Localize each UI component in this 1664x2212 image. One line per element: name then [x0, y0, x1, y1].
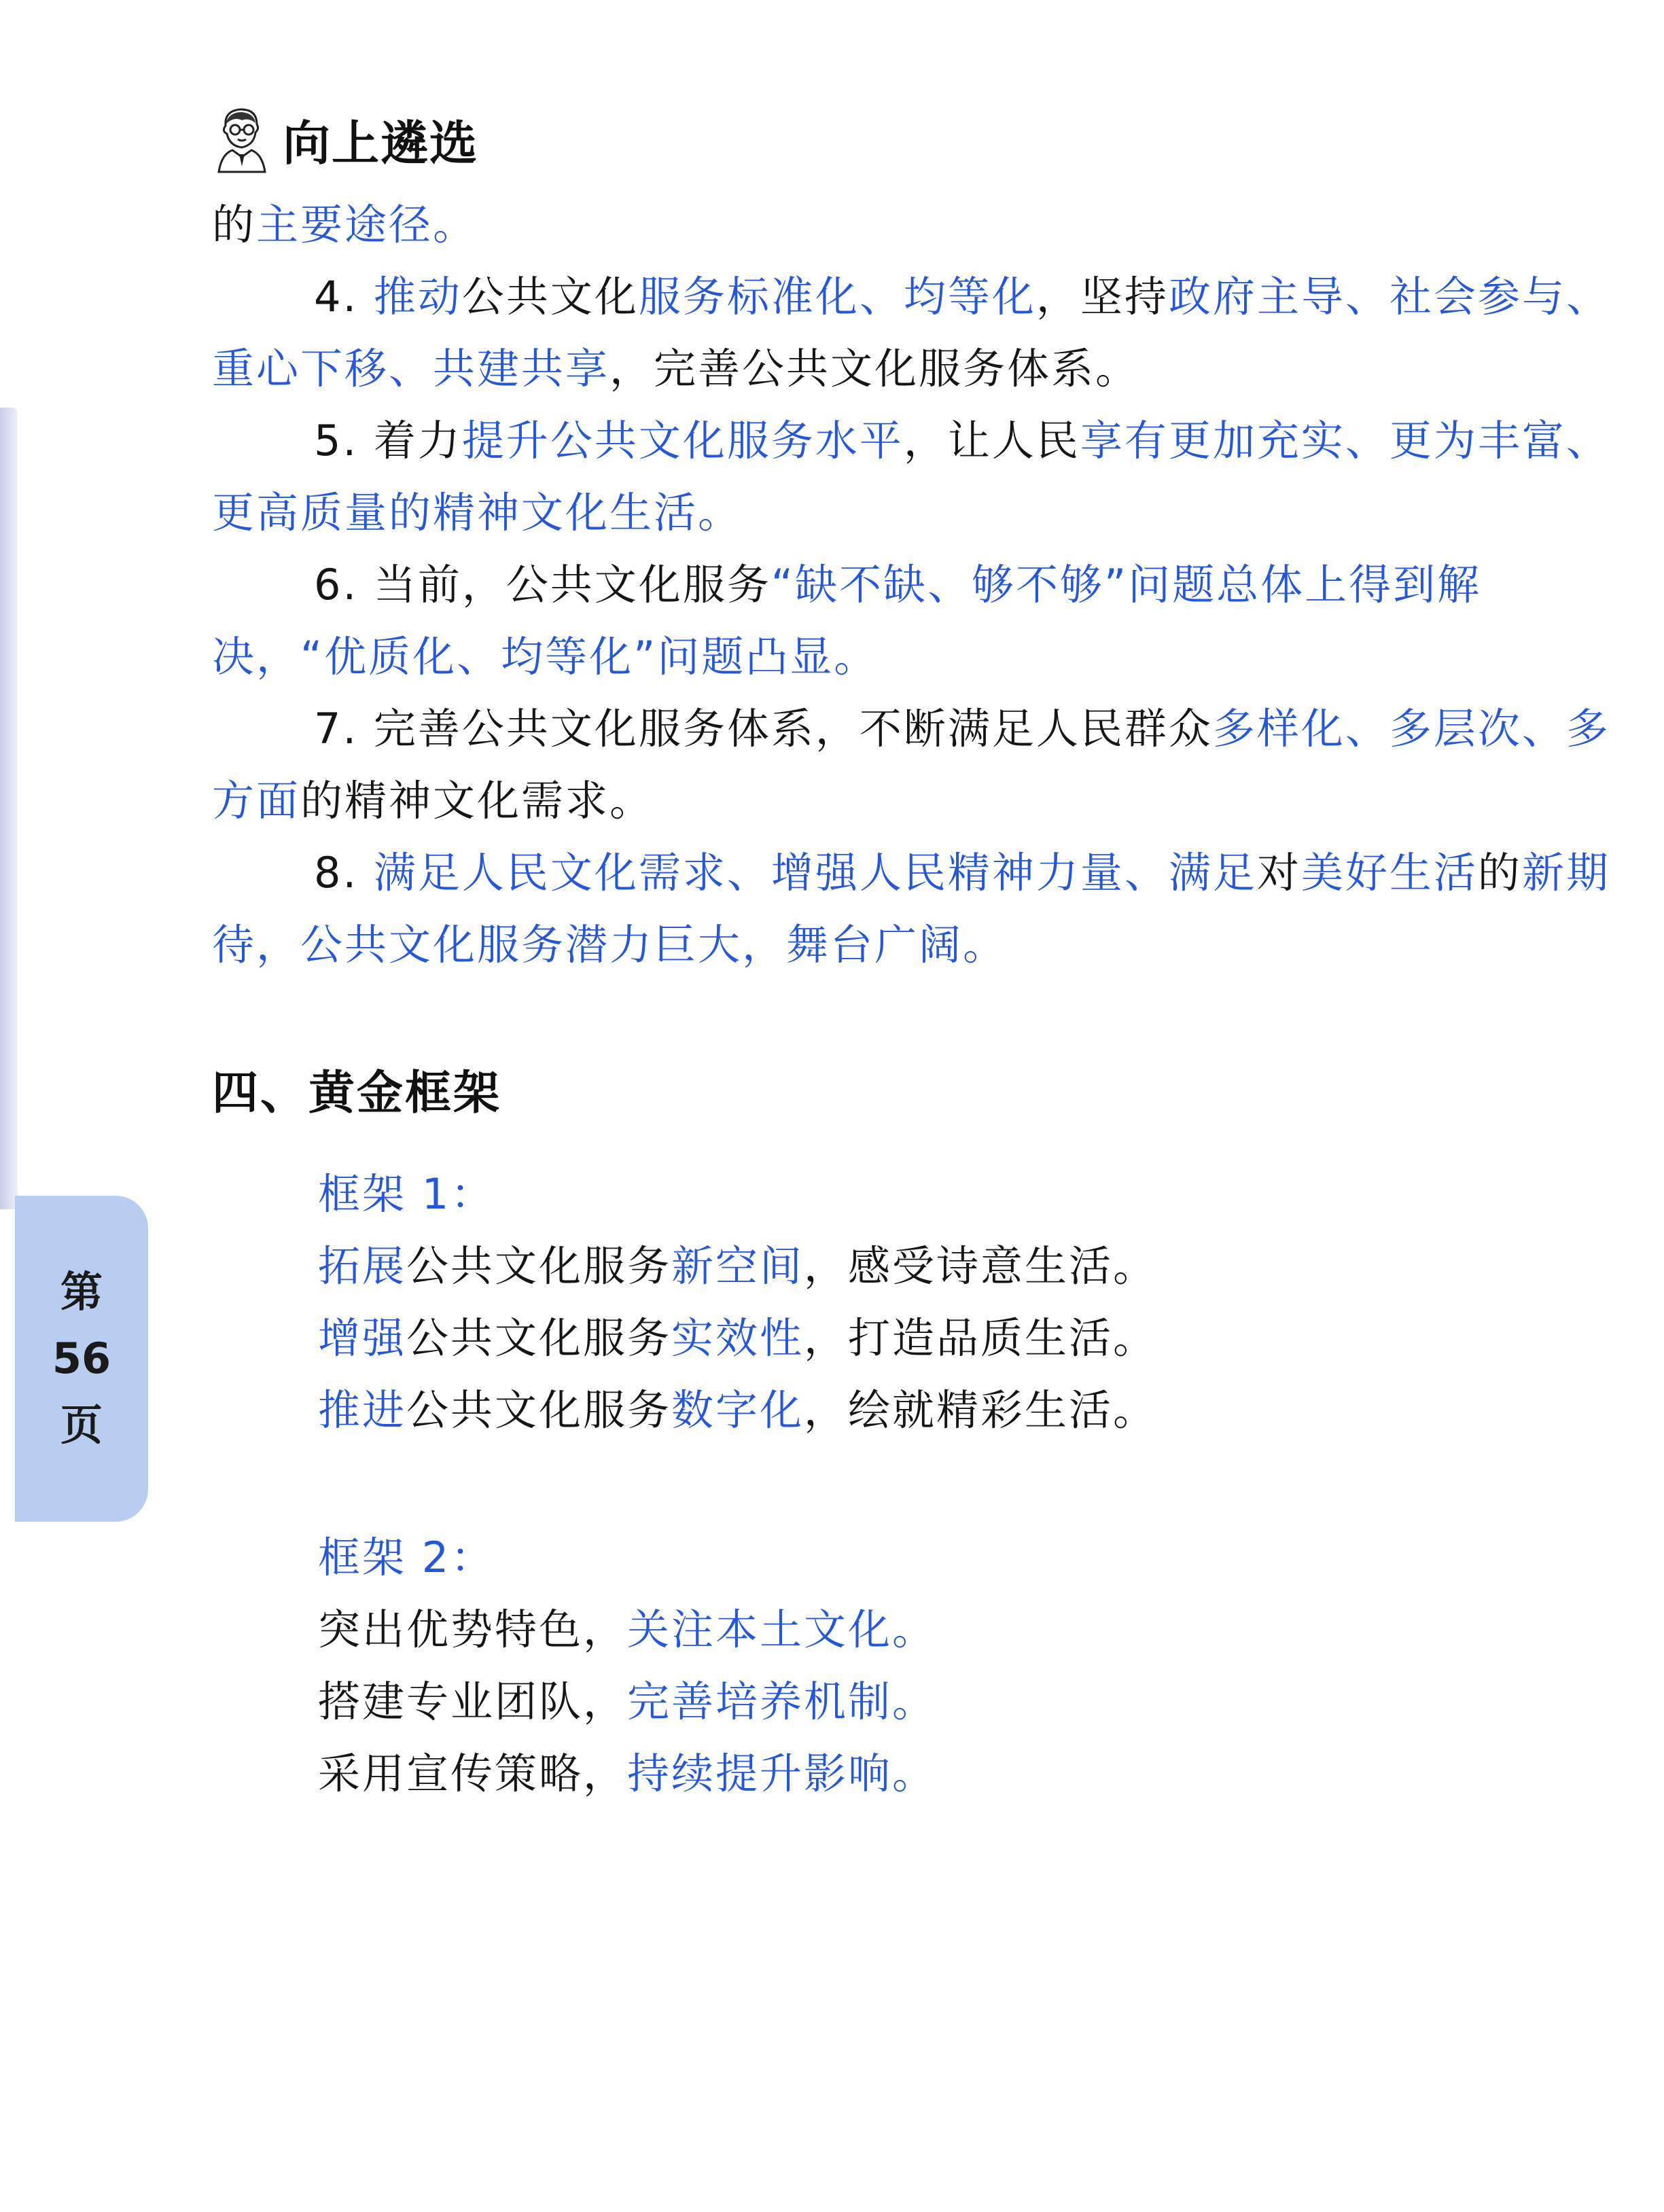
text-segment: 4. [314, 272, 374, 321]
paragraph [212, 189, 1625, 261]
text-segment: 的精神文化需求。 [300, 776, 654, 825]
text-segment: 搭建专业团队， [318, 1677, 628, 1726]
highlighted-text: 美好生活 [1300, 848, 1478, 897]
text-segment: 采用宣传策略， [318, 1749, 628, 1798]
framework-line [318, 1594, 936, 1666]
highlighted-text: 新空间 [671, 1241, 804, 1291]
paragraph [212, 837, 1625, 981]
framework-line [318, 1374, 1157, 1446]
text-segment: 6. 当前，公共文化服务 [314, 560, 771, 609]
text-segment: ，感受诗意生活。 [804, 1241, 1158, 1291]
framework-block-2 [318, 1522, 936, 1810]
framework-title: 框架 1： [318, 1169, 495, 1219]
framework-block-1 [318, 1158, 1157, 1446]
highlighted-text: 政府主导、社会参与、重心下移、共建共享 [212, 272, 1610, 393]
highlighted-text: 服务标准化、均等化 [638, 272, 1036, 321]
text-segment: 突出优势特色， [318, 1605, 628, 1654]
paragraph [212, 549, 1625, 693]
highlighted-text: 实效性 [671, 1313, 804, 1363]
text-segment: 7. 完善公共文化服务体系，不断满足人民群众 [314, 704, 1213, 753]
text-segment: 对 [1256, 848, 1301, 897]
page-tab-label-top: 第 [60, 1267, 103, 1317]
body-paragraphs [212, 189, 1625, 981]
text-segment: 公共文化服务 [406, 1241, 672, 1291]
page-number-tab [15, 1196, 148, 1522]
text-segment: 公共文化服务 [406, 1313, 672, 1363]
highlighted-text: 推动 [373, 272, 462, 321]
highlighted-text: 关注本土文化。 [627, 1605, 937, 1654]
text-segment: ，完善公共文化服务体系。 [609, 344, 1140, 393]
highlighted-text: 数字化 [671, 1385, 804, 1435]
page-edge-strip [0, 408, 18, 1209]
text-segment: ，坚持 [1035, 272, 1169, 321]
highlighted-text: 多样化、多层次、多方面 [212, 704, 1610, 825]
highlighted-text: 拓展 [318, 1241, 407, 1291]
text-segment: 8. [314, 848, 374, 897]
running-header [212, 99, 478, 180]
text-segment: 公共文化服务 [406, 1385, 672, 1435]
framework-line [318, 1230, 1157, 1302]
text-segment: ，让人民 [903, 416, 1080, 465]
page-number: 56 [52, 1334, 111, 1383]
paragraph [212, 693, 1625, 837]
highlighted-text: 推进 [318, 1385, 407, 1435]
highlighted-text: 完善培养机制。 [627, 1677, 937, 1726]
highlighted-text: 享有更加充实、更为丰富、更高质量的精神文化生活。 [212, 416, 1610, 537]
text-segment: 的 [212, 200, 257, 249]
highlighted-text: 主要途径。 [256, 200, 478, 249]
framework-line [318, 1738, 936, 1810]
framework-line [318, 1666, 936, 1738]
text-segment: 公共文化 [461, 272, 639, 321]
paragraph [212, 405, 1625, 549]
highlighted-text: 增强 [318, 1313, 407, 1363]
character-logo-icon [212, 105, 270, 173]
highlighted-text: 提升公共文化服务水平 [461, 416, 904, 465]
framework-title: 框架 2： [318, 1533, 495, 1582]
text-segment: ，绘就精彩生活。 [804, 1385, 1158, 1435]
highlighted-text: 新期待，公共文化服务潜力巨大，舞台广阔。 [212, 848, 1610, 969]
section-title: 四、黄金框架 [212, 1067, 502, 1120]
header-title: 向上遴选 [283, 115, 478, 171]
page-tab-label-bottom: 页 [60, 1400, 103, 1450]
framework-line [318, 1302, 1157, 1374]
paragraph [212, 261, 1625, 405]
highlighted-text: 持续提升影响。 [627, 1749, 937, 1798]
text-segment: ，打造品质生活。 [804, 1313, 1158, 1363]
text-segment: 5. 着力 [314, 416, 462, 465]
highlighted-text: “缺不缺、够不够”问题总体上得到解决，“优质化、均等化”问题凸显。 [212, 560, 1482, 681]
highlighted-text: 满足人民文化需求、增强人民精神力量、满足 [373, 848, 1257, 897]
text-segment: 的 [1477, 848, 1522, 897]
